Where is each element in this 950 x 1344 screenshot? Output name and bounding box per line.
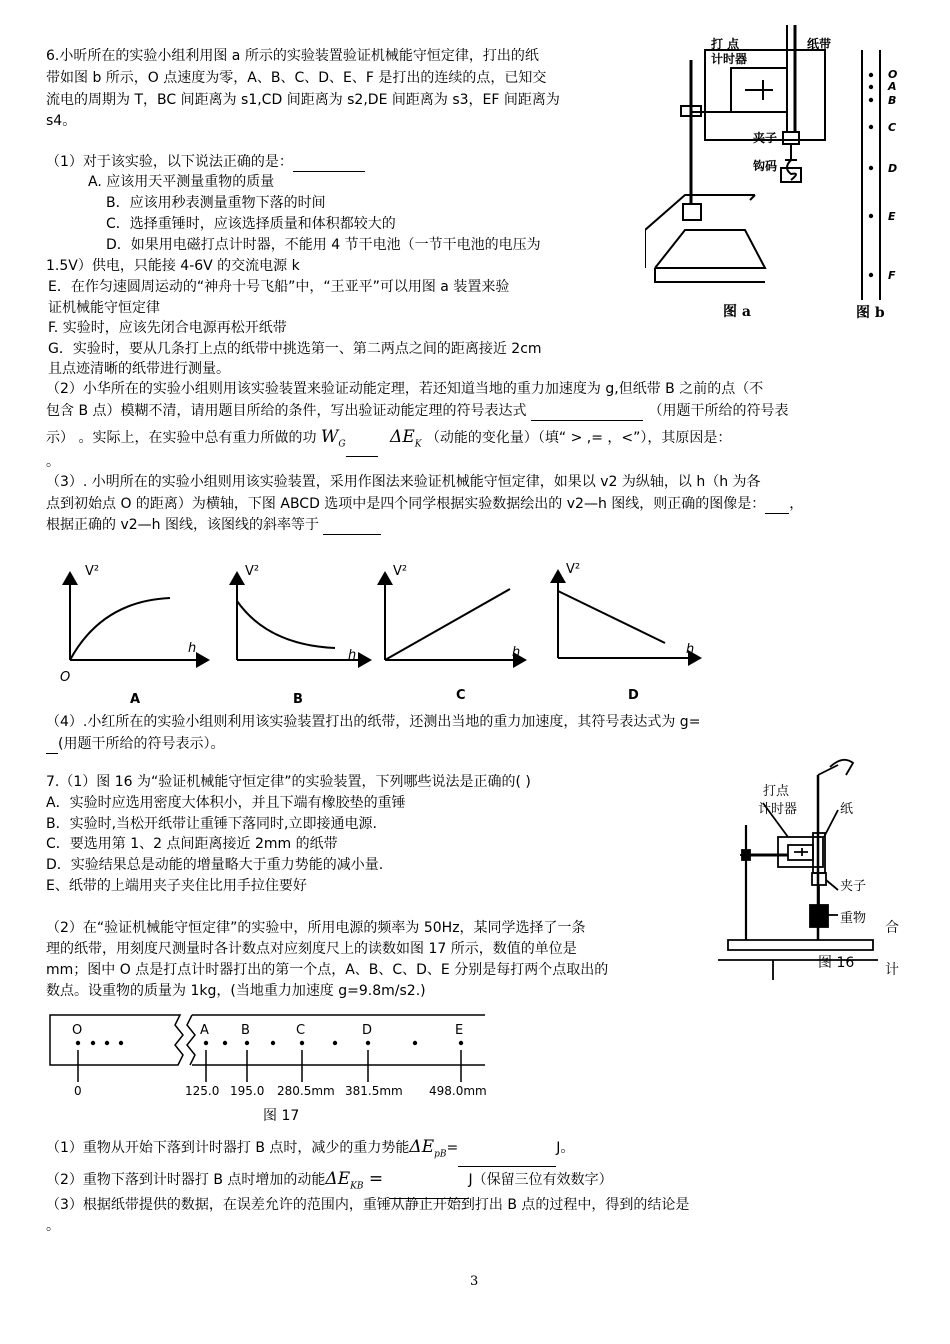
figure-17-tape [45, 1010, 505, 1130]
q6-part2-line2 [46, 401, 789, 421]
fig16-weight-label: 重物 [840, 911, 867, 926]
fig17-point-d: D [362, 1023, 373, 1038]
graph-b-label: B [293, 692, 303, 707]
q6-part3-line2 [46, 494, 803, 514]
fig16-caption: 图 16 [818, 955, 855, 971]
q7-part2-line1-tail: 合 [885, 920, 899, 936]
tape-point-d [869, 166, 873, 170]
fig-a-caption: 图 a [723, 304, 751, 320]
q6-part1-stem-text: （1）对于该实验，以下说法正确的是： [46, 154, 293, 170]
q6-part3-line2-text: 点到初始点 O 的距离）为横轴，下图 ABCD 选项中是四个同学根据实验数据绘出的 v2—h 图线，则正确的图像是： [46, 496, 766, 512]
tape-label-e: E [888, 210, 896, 223]
v2-h-graph-options [40, 553, 720, 708]
q7-sub3-line2: 。 [46, 1218, 60, 1234]
q6-part3-line3 [46, 515, 381, 535]
graph-a-curve [70, 598, 170, 660]
fig16-timer-label-2: 计时器 [758, 802, 798, 817]
q6-part4-line2 [46, 734, 224, 754]
q7-sub1-text: （1）重物从开始下落到计时器打 B 点时，减少的重力势能 [46, 1140, 410, 1156]
q7-part2-line2: 理的纸带，用刻度尺测量时各计数点对应刻度尺上的读数如图 17 所示，数值的单位是 [46, 941, 577, 957]
kinetic-energy-increase-symbol: $\Delta E_{KB}$ [325, 1169, 364, 1192]
answer-blank [531, 406, 643, 421]
q6-part2-line3-tail: （动能的变化量）（填“ > ,= ，<”），其原因是： [425, 430, 732, 446]
q6-part2-line4: 。 [46, 454, 60, 470]
fig16-timer-label-1: 打点 [763, 784, 790, 799]
q6-part3-line1: （3）. 小明所在的实验小组则用该实验装置，采用作图法来验证机械能守恒定律，如果以 v2 为纵轴，以 h（h 为各 [46, 474, 761, 490]
q7-part2-line4: 数点。设重物的质量为 1kg，(当地重力加速度 g=9.8m/s2.) [46, 983, 426, 999]
q6-option-a: A. 应该用天平测量重物的质量 [88, 174, 275, 190]
kinetic-energy-change-symbol: $\Delta E_K$ [390, 427, 422, 450]
q6-option-c: C．选择重锤时，应该选择质量和体积都较大的 [106, 216, 396, 232]
tape-label-c: C [888, 121, 897, 134]
graph-a-h-label: h [188, 641, 197, 656]
potential-energy-change-symbol: $\Delta E_{pB}$ [409, 1137, 447, 1160]
q7-sub2-unit: J（保留三位有效数字） [468, 1172, 613, 1188]
q6-part3-line3-text: 根据正确的 v2—h 图线，该图线的斜率等于 [46, 517, 319, 533]
q6-part2-line1: （2）小华所在的实验小组则用该实验装置来验证动能定理，若还知道当地的重力加速度为 g,但纸带 B 之前的点（不 [46, 381, 764, 397]
q7-line1: 7.（1）图 16 为“验证机械能守恒定律”的实验装置，下列哪些说法是正确的( ) [46, 774, 531, 790]
q7-sub3-line1: （3）根据纸带提供的数据，在误差允许的范围内，重锤从静止开始到打出 B 点的过程中，得到的结论是 [46, 1197, 690, 1213]
graph-d-h-label: h [686, 642, 695, 657]
fig17-reading-b: 195.0 [230, 1084, 265, 1098]
fig-b-caption: 图 b [856, 305, 885, 321]
q7-option-a: A．实验时应选用密度大体积小，并且下端有橡胶垫的重锤 [46, 795, 406, 811]
graph-d [558, 562, 700, 703]
fig17-point-c: C [296, 1023, 306, 1038]
q7-sub1-unit: J。 [556, 1140, 575, 1156]
q6-option-e-line1: E．在作匀速圆周运动的“神舟十号飞船”中，“王亚平”可以用图 a 装置来验 [48, 279, 510, 295]
q6-part3-line2-tail: ， [789, 496, 804, 512]
fig17-point-a: A [200, 1023, 209, 1038]
q6-part2-line3 [46, 424, 731, 457]
q7-option-c: C．要选用第 1、2 点间距离接近 2mm 的纸带 [46, 836, 338, 852]
answer-blank [293, 157, 365, 172]
q6-option-g-line2: 且点迹清晰的纸带进行测量。 [48, 361, 230, 377]
graph-c-label: C [456, 688, 466, 703]
fig17-point-b: B [241, 1023, 250, 1038]
q6-intro-line2: 带如图 b 所示，O 点速度为零，A、B、C、D、E、F 是打出的连续的点，已知交 [46, 70, 547, 86]
q6-option-b: B．应该用秒表测量重物下落的时间 [106, 195, 326, 211]
figure-a-apparatus [645, 20, 855, 335]
q6-intro-line3: 流电的周期为 T，BC 间距离为 s1,CD 间距离为 s2,DE 间距离为 s3，EF 间距离为 [46, 92, 560, 108]
graph-d-label: D [628, 688, 639, 703]
tape-label-o: O [888, 68, 898, 81]
q6-option-f: F. 实验时，应该先闭合电源再松开纸带 [48, 320, 287, 336]
q7-part2-line1: （2）在“验证机械能守恒定律”的实验中，所用电源的频率为 50Hz，某同学选择了一条 [46, 920, 586, 936]
fig17-point-e: E [455, 1023, 464, 1038]
fig16-paper-label: 纸 [840, 802, 854, 817]
q6-part2-line3-text: 示） 。实际上，在实验中总有重力所做的功 [46, 430, 317, 446]
figure-16-apparatus [718, 755, 888, 980]
tape-label-a: A [888, 80, 897, 93]
q6-part4-line1: （4）.小红所在的实验小组则利用该实验装置打出的纸带，还测出当地的重力加速度，其符号表达式为 g= [46, 714, 701, 730]
q7-sub1-equals: = [446, 1140, 459, 1156]
graph-c [385, 564, 525, 703]
graph-d-line [558, 591, 665, 643]
fig17-reading-e: 498.0mm [429, 1084, 487, 1098]
figure-b-tape [850, 50, 910, 335]
work-gravity-symbol: $W_G$ [320, 427, 346, 450]
q6-part2-line2-text: 包含 B 点）模糊不清，请用题目所给的条件，写出验证动能定理的符号表达式 [46, 403, 527, 419]
fig17-reading-o: 0 [74, 1084, 82, 1098]
q7-sub2-text: （2）重物下落到计时器打 B 点时增加的动能 [46, 1172, 326, 1188]
q6-intro-line1: 6.小昕所在的实验小组利用图 a 所示的实验装置验证机械能守恒定律，打出的纸 [46, 48, 539, 64]
fig-a-tape-label: 纸带 [807, 37, 832, 51]
q7-sub2-equals: = [363, 1169, 389, 1189]
graph-c-v-label: V² [393, 564, 408, 579]
q7-part2-line3-tail: 计 [885, 962, 899, 978]
graph-a-label: A [130, 692, 141, 707]
graph-a [60, 564, 208, 707]
graph-d-v-label: V² [566, 562, 581, 577]
answer-blank [46, 739, 58, 754]
q6-part2-line2-tail: （用题干所给的符号表 [648, 403, 789, 419]
tape-point-c [869, 125, 873, 129]
graph-a-origin-label: O [60, 670, 71, 685]
graph-b-curve [237, 601, 335, 648]
fig16-clip-label: 夹子 [840, 879, 867, 894]
q7-sub1 [46, 1134, 574, 1167]
graph-a-v-label: V² [85, 564, 100, 579]
q7-option-b: B．实验时,当松开纸带让重锤下落同时,立即接通电源. [46, 816, 377, 832]
q6-part1-stem [46, 152, 365, 172]
q6-option-g-line1: G．实验时，要从几条打上点的纸带中挑选第一、第二两点之间的距离接近 2cm [48, 341, 542, 357]
q6-option-e-line2: 证机械能守恒定律 [48, 300, 160, 316]
graph-c-h-label: h [512, 645, 521, 660]
answer-blank [765, 499, 789, 514]
fig17-reading-a: 125.0 [185, 1084, 220, 1098]
fig-a-weight-label: 钩码 [753, 159, 778, 173]
tape-point-o [869, 73, 873, 77]
q7-option-d: D．实验结果总是动能的增量略大于重力势能的减小量. [46, 857, 384, 873]
fig-a-timer-label-2: 计时器 [711, 52, 748, 66]
fig17-reading-d: 381.5mm [345, 1084, 403, 1098]
graph-c-line [385, 589, 510, 660]
fig17-reading-c: 280.5mm [277, 1084, 335, 1098]
tape-label-b: B [888, 94, 897, 107]
q6-option-d-line2: 1.5V）供电，只能接 4-6V 的交流电源 k [46, 258, 300, 274]
fig-a-timer-label-1: 打 点 [711, 37, 740, 51]
answer-blank [323, 520, 381, 535]
answer-blank [346, 440, 378, 457]
graph-b-h-label: h [348, 648, 357, 663]
tape-point-f [869, 273, 873, 277]
page-number: 3 [470, 1274, 479, 1289]
tape-label-d: D [888, 162, 898, 175]
q6-intro-line4: s4。 [46, 113, 77, 129]
fig17-point-o: O [72, 1023, 83, 1038]
graph-b [237, 564, 370, 707]
tape-point-b [869, 98, 873, 102]
tape-label-f: F [888, 269, 896, 282]
fig-a-clip-label: 夹子 [753, 131, 778, 145]
tape-point-e [869, 214, 873, 218]
q6-option-d-line1: D．如果用电磁打点计时器，不能用 4 节干电池（一节干电池的电压为 [106, 237, 541, 253]
q6-part4-line2-text: (用题干所给的符号表示）。 [58, 736, 225, 752]
fig17-caption: 图 17 [263, 1108, 300, 1124]
tape-point-a [869, 85, 873, 89]
graph-b-v-label: V² [245, 564, 260, 579]
q7-part2-line3: mm；图中 O 点是打点计时器打出的第一个点，A、B、C、D、E 分别是每打两个点取出的 [46, 962, 609, 978]
q7-option-e: E、纸带的上端用夹子夹住比用手拉住要好 [46, 878, 307, 894]
